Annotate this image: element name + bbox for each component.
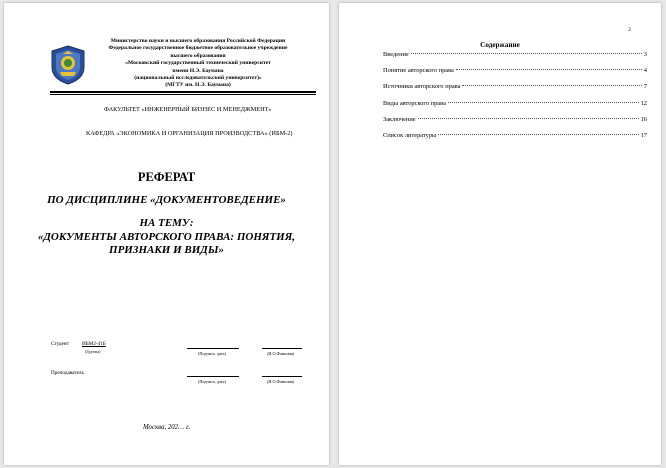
toc-item[interactable]: [383, 83, 647, 99]
group-value: ИБМ2-41Б: [82, 341, 106, 347]
student-signature-caption: (Подпись, дата): [198, 351, 226, 356]
student-signature-line: [187, 348, 239, 349]
toc-item-page: 17: [640, 131, 647, 139]
header-line: (национальный исследовательский университет)»: [134, 75, 262, 82]
teacher-name-caption: (И.О.Фамилия): [267, 379, 295, 384]
header-line: Федеральное государственное бюджетное образовательное учреждение: [108, 45, 288, 52]
toc-item-title: Введение: [383, 51, 409, 58]
toc-item[interactable]: [383, 116, 647, 132]
discipline-line: ПО ДИСЦИПЛИНЕ «ДОКУМЕНТОВЕДЕНИЕ»: [47, 194, 286, 206]
faculty-line: ФАКУЛЬТЕТ «ИНЖЕНЕРНЫЙ БИЗНЕС И МЕНЕДЖМЕНТ»: [104, 106, 272, 113]
teacher-name-line: [262, 376, 302, 377]
table-of-contents: [383, 51, 647, 148]
teacher-label: Преподаватель: [51, 370, 84, 376]
toc-leader: [418, 118, 639, 119]
teacher-signature-line: [187, 376, 239, 377]
header-line: имени Н.Э. Баумана: [172, 67, 224, 74]
toc-leader: [411, 53, 642, 54]
header-line: Министерство науки и высшего образования Российской Федерации: [110, 38, 286, 44]
theme-line: ПРИЗНАКИ И ВИДЫ»: [109, 244, 224, 256]
student-name-caption: (И.О.Фамилия): [267, 351, 295, 356]
group-caption: (Группа): [85, 349, 101, 354]
header-line: (МГТУ им. Н.Э. Баумана): [165, 82, 231, 89]
toc-item[interactable]: [383, 132, 647, 148]
toc-item-page: 16: [640, 115, 647, 123]
theme-block: [4, 217, 329, 258]
toc-leader: [448, 102, 639, 103]
header-divider-thin: [50, 94, 316, 95]
header-divider-thick: [50, 91, 316, 93]
toc-item-title: Заключение: [383, 115, 416, 123]
toc-item-page: 12: [640, 99, 647, 107]
teacher-signature-caption: (Подпись, дата): [198, 379, 226, 384]
toc-leader: [438, 134, 638, 135]
student-name-line: [262, 348, 302, 349]
page-number: 2: [628, 27, 631, 33]
toc-item-page: 7: [643, 83, 647, 91]
toc-leader: [462, 85, 641, 86]
toc-item[interactable]: [383, 51, 647, 67]
city-year: Москва, 202… г.: [142, 424, 191, 431]
toc-item-title: Виды авторского права: [383, 99, 446, 107]
toc-item[interactable]: [383, 67, 647, 83]
student-label: Студент: [51, 341, 69, 347]
toc-item-title: Список литературы: [383, 131, 437, 139]
header-line: высшего образования: [170, 52, 226, 59]
toc-item-page: 4: [643, 67, 647, 75]
toc-item-page: 3: [643, 51, 647, 58]
toc-item-title: Понятие авторского права: [383, 67, 454, 75]
theme-line: НА ТЕМУ:: [139, 217, 194, 229]
header-line: «Московский государственный технический университет: [125, 60, 271, 67]
document-title: РЕФЕРАТ: [137, 170, 196, 184]
theme-line: «ДОКУМЕНТЫ АВТОРСКОГО ПРАВА: ПОНЯТИЯ,: [37, 230, 296, 243]
university-emblem-icon: [50, 45, 86, 85]
university-header: [92, 38, 304, 90]
toc-item-title: Источники авторского права: [383, 83, 461, 91]
toc-leader: [456, 69, 642, 70]
contents-page: [339, 3, 661, 465]
department-line: КАФЕДРА «ЭКОНОМИКА И ОРГАНИЗАЦИЯ ПРОИЗВОДСТВА» (ИБМ-2): [86, 130, 293, 137]
contents-title: Содержание: [480, 41, 520, 49]
toc-item[interactable]: [383, 100, 647, 116]
cover-page: [4, 3, 329, 465]
